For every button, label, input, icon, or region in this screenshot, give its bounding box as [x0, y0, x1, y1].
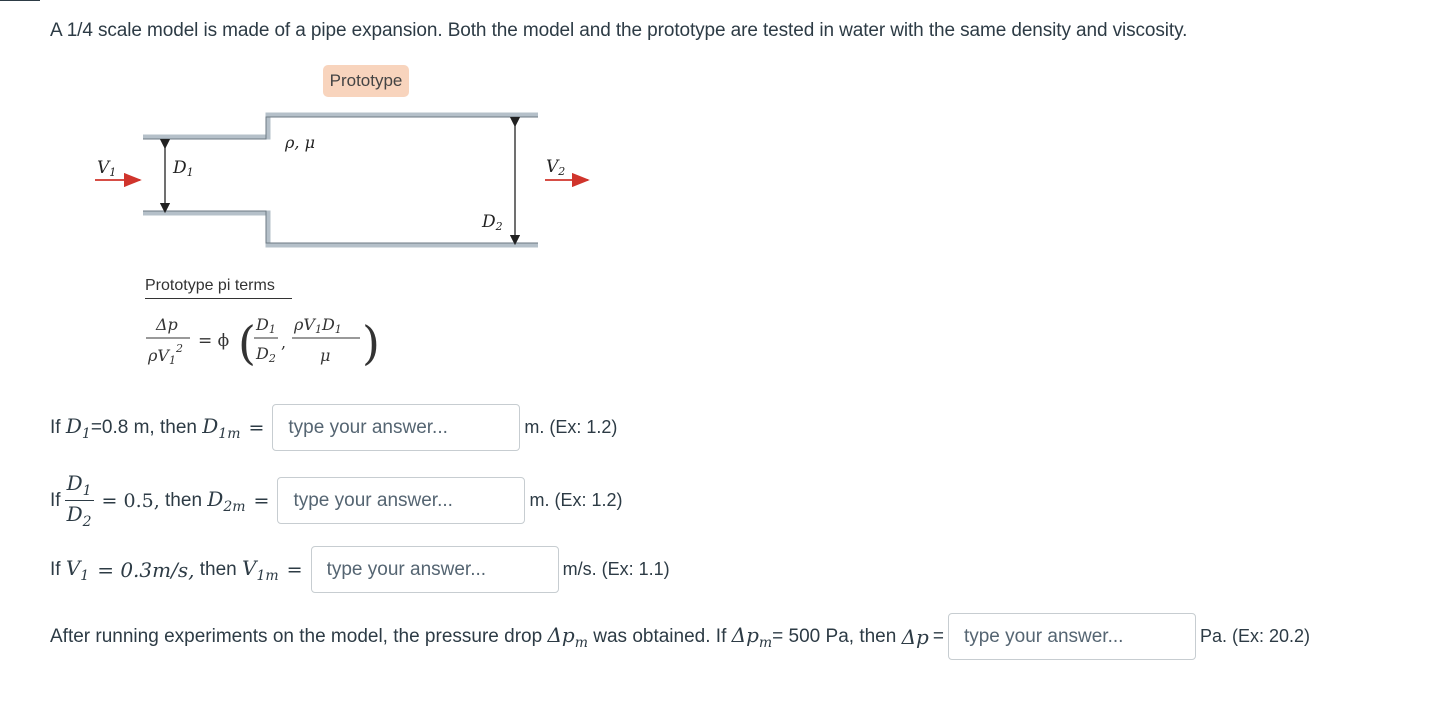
- svg-text:D2: D2: [256, 344, 276, 365]
- q3-unit: m/s. (Ex: 1.1): [562, 559, 670, 579]
- pipe-expansion-diagram: [85, 60, 605, 270]
- q3-then: then: [199, 558, 237, 580]
- pipe-top-wall: [143, 115, 538, 137]
- d1-label: D1: [173, 158, 194, 179]
- q1-if: If: [50, 416, 61, 438]
- q2-ratio-fraction: $\frac{D_1}{D_2}$: [66, 471, 92, 530]
- q2-target: $D_{2m}$: [207, 486, 246, 515]
- d2m-answer-input[interactable]: [277, 477, 525, 524]
- v1-label: V1: [97, 158, 117, 179]
- question-intro: A 1/4 scale model is made of a pipe expansion. Both the model and the prototype are tested in water with the same density and viscosity.: [50, 20, 1188, 41]
- q4-text-3: = 500 Pa, then: [772, 625, 897, 647]
- question-3-row: [50, 546, 670, 593]
- pi-terms-title: Prototype pi terms: [145, 277, 292, 299]
- q2-unit: m. (Ex: 1.2): [529, 490, 623, 510]
- svg-text:ρV1: ρV1: [148, 346, 176, 367]
- q1-target: $D_{1m}$: [202, 413, 241, 442]
- pipe-diagram-svg: [85, 60, 605, 270]
- q4-unit: Pa. (Ex: 20.2): [1199, 626, 1311, 646]
- q1-given: =0.8 m, then: [90, 416, 197, 438]
- q2-if: If: [50, 489, 61, 511]
- svg-text:Δp: Δp: [156, 315, 178, 334]
- d1m-answer-input[interactable]: [272, 404, 520, 451]
- prototype-badge: Prototype: [323, 65, 409, 97]
- q3-target: $V_{1m}$: [242, 555, 279, 584]
- q4-dp-model: $\Delta p_m$: [547, 622, 588, 651]
- dp-answer-input[interactable]: [948, 613, 1196, 660]
- question-4-row: [50, 613, 1310, 660]
- q3-var: $V_1$: [65, 555, 90, 584]
- q2-equals: =: [253, 489, 270, 512]
- q2-given: = 0.5,: [101, 489, 160, 512]
- pi-terms-equation: [140, 306, 385, 376]
- v2-label: V2: [546, 157, 566, 178]
- q4-dp-model-2: $\Delta p_m$: [731, 622, 773, 651]
- pipe-bottom-wall: [143, 213, 538, 245]
- q4-dp-prototype: Δp: [901, 624, 929, 649]
- svg-text:): ): [362, 316, 380, 370]
- q2-then: then: [165, 489, 203, 511]
- top-divider: [0, 0, 40, 1]
- svg-text:(: (: [238, 316, 256, 370]
- svg-text:,: ,: [281, 333, 287, 352]
- svg-text:ρV1D1: ρV1D1: [294, 315, 342, 336]
- q3-equals: =: [286, 558, 303, 581]
- question-1-row: [50, 404, 617, 451]
- svg-text:= ϕ: = ϕ: [198, 331, 230, 351]
- rho-mu-label: ρ, μ: [285, 133, 315, 152]
- q4-text-1: After running experiments on the model, the pressure drop: [50, 625, 543, 647]
- q1-var: $D_1$: [65, 413, 91, 442]
- q3-given: = 0.3m/s,: [97, 557, 195, 582]
- svg-text:D1: D1: [256, 315, 276, 336]
- q4-text-2: was obtained. If: [593, 625, 727, 647]
- v1m-answer-input[interactable]: [311, 546, 559, 593]
- q3-if: If: [50, 558, 61, 580]
- q1-unit: m. (Ex: 1.2): [524, 417, 618, 437]
- svg-text:2: 2: [176, 342, 183, 355]
- q1-equals: =: [248, 416, 265, 439]
- svg-text:μ: μ: [320, 346, 331, 365]
- q4-equals: =: [932, 625, 944, 647]
- question-2-row: [50, 471, 622, 530]
- d2-label: D2: [482, 212, 503, 233]
